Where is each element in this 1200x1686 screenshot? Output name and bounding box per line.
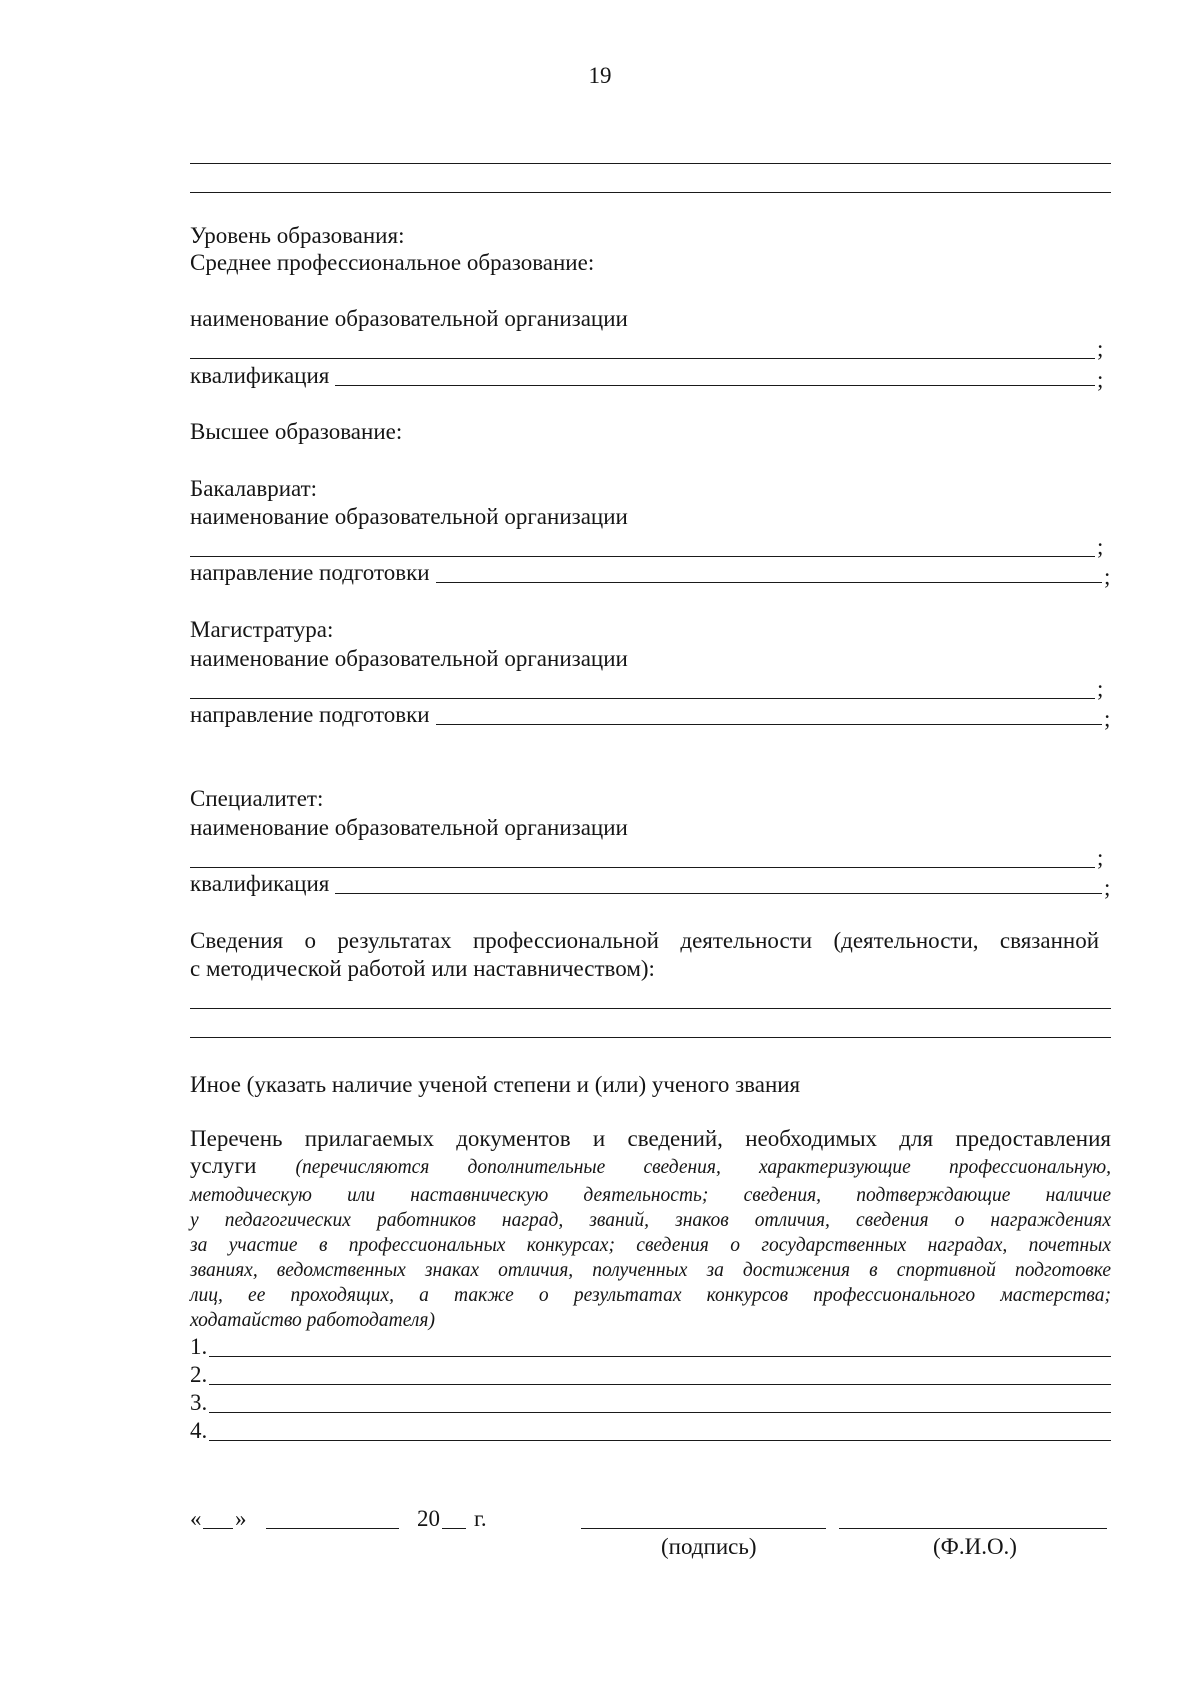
documents-italic-start: (перечисляются дополнительные сведения, характеризующие профессиональную,	[295, 1157, 1112, 1178]
documents-italic-line-last: ходатайство работодателя)	[190, 1310, 435, 1331]
name-line	[839, 1528, 1107, 1529]
bachelor-heading: Бакалавриат:	[190, 476, 318, 501]
documents-text-line-1: Перечень прилагаемых документов и сведений, необходимых для предоставления	[190, 1126, 1111, 1151]
specialist-org-label: наименование образовательной организации	[190, 815, 628, 840]
documents-italic-line: методическую или наставническую деятельность; сведения, подтверждающие наличие	[190, 1185, 1111, 1206]
separator-semicolon: ;	[1097, 336, 1104, 361]
bachelor-dir-row	[190, 559, 1102, 587]
document-item-number: 2.	[190, 1362, 208, 1387]
document-item-line	[209, 1440, 1111, 1441]
results-text-line-2: с методической работой или наставничеством):	[190, 956, 655, 981]
blank-line-top-2	[190, 192, 1111, 193]
specialist-qual-label: квалификация	[190, 871, 330, 896]
document-item-4	[190, 1417, 1111, 1445]
spo-qual-label: квалификация	[190, 363, 330, 388]
specialist-org-line	[190, 867, 1095, 868]
signature-line	[581, 1528, 826, 1529]
documents-italic-line: званиях, ведомственных знаках отличия, полученных за достижения в спортивной подготовке	[190, 1260, 1111, 1281]
other-text: Иное (указать наличие ученой степени и (или) ученого звания	[190, 1072, 801, 1097]
master-org-label: наименование образовательной организации	[190, 646, 628, 671]
master-org-line	[190, 698, 1095, 699]
date-year-line	[442, 1528, 466, 1529]
document-item-number: 3.	[190, 1390, 208, 1415]
name-label: (Ф.И.О.)	[933, 1534, 1017, 1559]
documents-italic-line: за участие в профессиональных конкурсах; сведения о государственных наградах, почетных	[190, 1235, 1111, 1256]
education-heading: Уровень образования:	[190, 223, 405, 248]
specialist-qual-line	[335, 893, 1102, 894]
date-day-line	[203, 1528, 233, 1529]
results-line-1	[190, 1008, 1111, 1009]
separator-semicolon: ;	[1104, 564, 1111, 589]
separator-semicolon: ;	[1097, 676, 1104, 701]
separator-semicolon: ;	[1104, 875, 1111, 900]
page-number: 19	[588, 63, 612, 88]
specialist-heading: Специалитет:	[190, 786, 324, 811]
results-line-2	[190, 1037, 1111, 1038]
document-item-3	[190, 1389, 1111, 1417]
higher-heading: Высшее образование:	[190, 419, 403, 444]
separator-semicolon: ;	[1097, 534, 1104, 559]
separator-semicolon: ;	[1097, 367, 1104, 392]
documents-lead: услуги	[190, 1153, 257, 1178]
document-item-line	[209, 1412, 1111, 1413]
bachelor-org-label: наименование образовательной организации	[190, 504, 628, 529]
spo-org-line	[190, 358, 1095, 359]
bachelor-org-line	[190, 556, 1095, 557]
results-text-line-1: Сведения о результатах профессиональной деятельности (деятельности, связанной	[190, 928, 1099, 953]
specialist-qual-row	[190, 870, 1102, 898]
document-item-2	[190, 1361, 1111, 1389]
document-item-number: 4.	[190, 1418, 208, 1443]
master-dir-label: направление подготовки	[190, 702, 430, 727]
spo-qual-row	[190, 362, 1095, 390]
signature-label: (подпись)	[661, 1534, 757, 1559]
document-item-line	[209, 1356, 1111, 1357]
spo-org-label: наименование образовательной организации	[190, 306, 628, 331]
documents-italic-line: лиц, ее проходящих, а также о результатах конкурсов профессионального мастерства;	[190, 1285, 1111, 1306]
date-year-prefix: 20	[417, 1506, 440, 1531]
documents-italic-line: у педагогических работников наград, званий, знаков отличия, сведения о награждениях	[190, 1210, 1111, 1231]
separator-semicolon: ;	[1097, 845, 1104, 870]
date-quote-close: »	[235, 1506, 247, 1531]
master-dir-line	[436, 724, 1102, 725]
spo-qual-line	[335, 385, 1095, 386]
master-dir-row	[190, 701, 1102, 729]
spo-heading: Среднее профессиональное образование:	[190, 250, 595, 275]
date-month-line	[266, 1528, 399, 1529]
document-item-line	[209, 1384, 1111, 1385]
blank-line-top-1	[190, 163, 1111, 164]
date-year-suffix: г.	[474, 1506, 487, 1531]
document-item-1	[190, 1333, 1111, 1361]
date-quote-open: «	[190, 1506, 202, 1531]
master-heading: Магистратура:	[190, 617, 334, 642]
bachelor-dir-label: направление подготовки	[190, 560, 430, 585]
documents-text-line-2	[190, 1152, 1111, 1181]
separator-semicolon: ;	[1104, 706, 1111, 731]
bachelor-dir-line	[436, 582, 1102, 583]
document-item-number: 1.	[190, 1334, 208, 1359]
